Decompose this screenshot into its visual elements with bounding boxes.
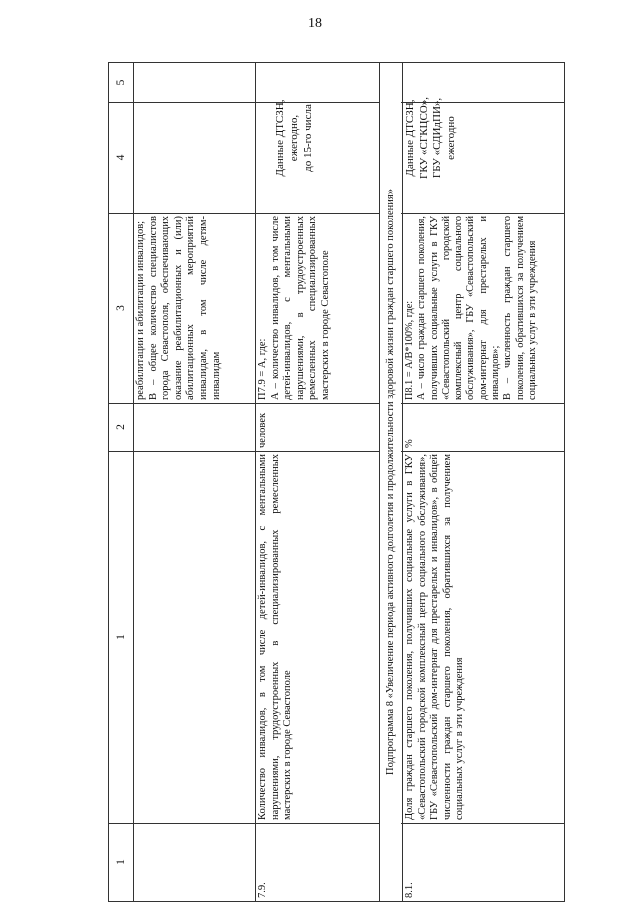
header-col-1 [109,451,133,823]
header-label: 1 [115,859,127,865]
header-label: 4 [115,154,127,161]
row-8-1-source: Данные ДТСЗН, ГКУ «СГКЦСО», ГБУ «СДИдПИ», ежегодно [404,96,457,180]
row-8-1-unit-cell [404,403,562,451]
row-7-9-num-cell [257,823,377,901]
row-7-9-source: Данные ДТСЗН, ежегодно, до 15-го числа [274,99,314,177]
row-7-9-num: 7.9. [257,882,268,898]
row-border [402,63,403,901]
page-number: 18 [308,16,322,31]
row-8-1-formula: П8.1 = А/В*100%, где: А – число граждан старшего поколения, получивших социальные услуги в ГКУ «Севастопольский городской комплексный центр социального обслуживания», ГБУ «Севастопольский дом-интернат для престарелых и инвалидов»; В – численность граждан старшего поколения, обратившихся за получением социальных услуг в эти учреждения [404,216,538,400]
header-label: 5 [115,79,127,86]
row-8-1-num-cell [404,823,562,901]
row-7-9-formula: П7.9 = А, где: А – количество инвалидов, в том числе детей-инвалидов, с ментальными нарушениями, в трудоустроенных ремесленных специализированных мастерских в городе Севастополе [257,216,331,400]
row-border [255,63,256,901]
header-col-0 [109,823,133,901]
row-7-9-name-cell [257,451,377,823]
header-col-5 [109,63,133,102]
header-label: 3 [115,305,127,311]
row-7-9-source-cell [257,63,377,213]
row-8-1-unit: % [404,439,415,448]
row-7-9-name: Количество инвалидов, в том числе детей-инвалидов, с ментальными нарушениями, трудоустроенных в специализированных ремесленных мастерских в городе Севастополе [257,454,294,820]
row-border [133,63,134,901]
header-col-2 [109,403,133,451]
indicator-table [108,62,565,902]
row-7-9-unit: человек [257,412,268,448]
row-7-9-formula-cell [257,213,377,403]
header-label: 1 [115,634,127,640]
header-label: 2 [115,424,127,430]
subprogram-row [380,63,402,901]
row-8-1-formula-cell [404,213,562,403]
header-col-4 [109,102,133,213]
row-8-1-name: Доля граждан старшего поколения, получивших социальные услуги в ГКУ «Севастопольский городской комплексный центр социального обслуживания», ГБУ «Севастопольский дом-интернат для престарелых и инвалидов», в общей численности граждан старшего поколения, обратившихся за получением социальных услуг в эти учреждения [404,454,466,820]
header-col-3 [109,213,133,403]
subprogram-title: Подпрограмма 8 «Увеличение периода активного долголетия и продолжительности здоровой жизни граждан старшего поколения» [385,189,396,775]
row-8-1-name-cell [404,451,562,823]
row-8-1-source-cell [404,63,562,213]
row-8-1-num: 8.1. [404,882,415,898]
continuation-formula: реабилитации и абилитации инвалидов; В – общее количество специалистов города Севастополя, обеспечивающих оказание реабилитационных и (или) абилитационных мероприятий инвалидам, в том числе детям-инвалидам [135,216,222,400]
row-7-9-unit-cell [257,403,377,451]
continuation-formula-cell [135,213,253,403]
